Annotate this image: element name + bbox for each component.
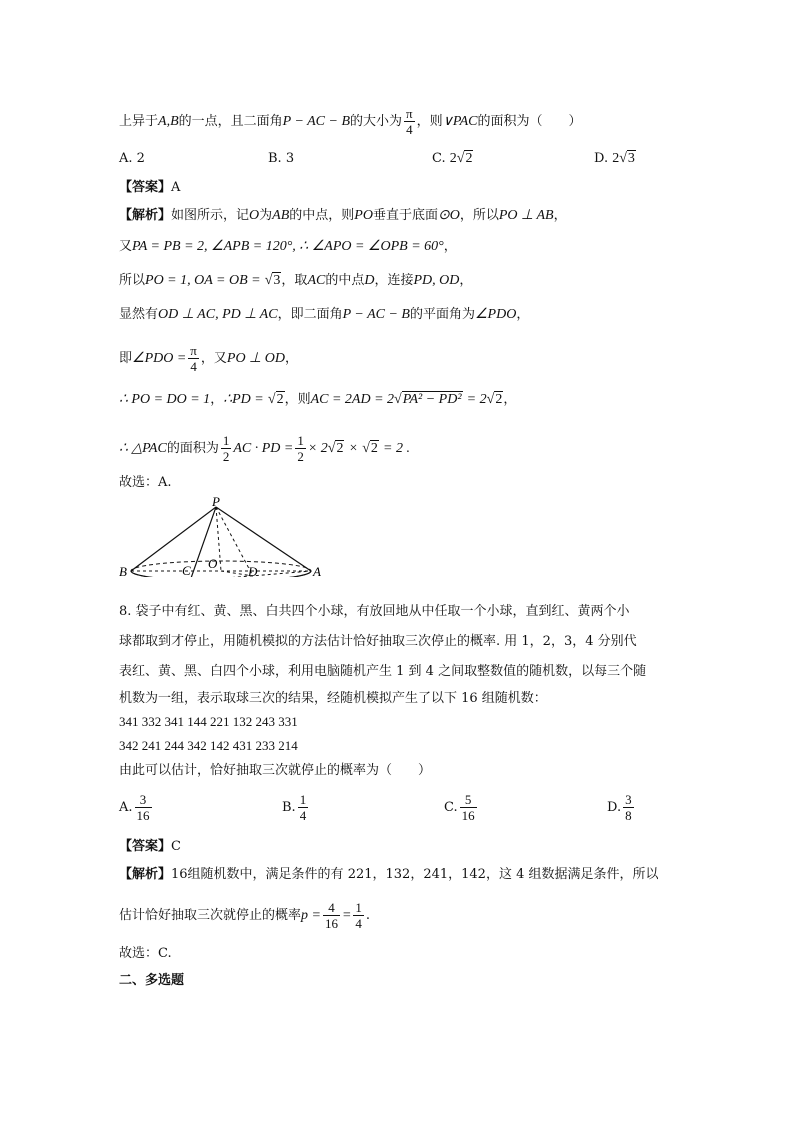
label-A: A bbox=[313, 564, 321, 577]
q8-option-c: C. $\frac{5}{16}$ bbox=[444, 792, 475, 823]
q8-line-1: 8. 袋子中有红、黄、黑、白共四个小球，有放回地从中任取一个小球，直到红、黄两个小 bbox=[119, 604, 630, 619]
q8-line-5: 由此可以估计，恰好抽取三次就停止的概率为（ ） bbox=[119, 763, 432, 778]
q8-option-a: A. $\frac{3}{16}$ bbox=[119, 792, 150, 823]
q7-option-a: A. 2 bbox=[119, 151, 145, 166]
edge-PA bbox=[216, 507, 311, 571]
label-B: B bbox=[119, 564, 127, 577]
cone-figure bbox=[115, 497, 325, 577]
q8-line-2: 球都取到才停止，用随机模拟的方法估计恰好抽取三次停止的概率. 用 1，2，3，4 分别代 bbox=[119, 634, 637, 649]
q8-analysis-line-1: 【解析】16组随机数中，满足条件的有 221，132，241，142，这 4 组数据满足条件，所以 bbox=[119, 867, 659, 882]
q7-analysis-line-6: ∴ PO = DO = 1，∴PD = √2，则AC = 2AD = 2√PA² − PD² = 2√2， bbox=[119, 392, 517, 407]
label-C: C bbox=[182, 563, 191, 577]
q7-option-b: B. 3 bbox=[268, 151, 295, 166]
q8-option-d: D. $\frac{3}{8}$ bbox=[607, 792, 632, 823]
q7-analysis-line-1: 【解析】如图所示，记O为AB的中点，则PO垂直于底面⊙O，所以PO ⊥ AB， bbox=[119, 208, 567, 223]
pi-over-4-fraction: $\frac{\pi}{4}$ bbox=[406, 106, 413, 137]
edge-PB bbox=[131, 507, 216, 571]
q7-analysis-line-3: 所以PO = 1, OA = OB = √3，取AC的中点D，连接PD, OD， bbox=[119, 273, 473, 288]
q7-conclusion: 故选：A. bbox=[119, 475, 172, 490]
label-O: O bbox=[208, 556, 218, 571]
section-title: 二、多选题 bbox=[119, 973, 185, 988]
q8-line-3: 表红、黄、黑、白四个小球，利用电脑随机产生 1 到 4 之间取整数值的随机数，以每三个随 bbox=[119, 664, 647, 679]
q7-option-d: D. 2√3 bbox=[594, 151, 635, 166]
q7-stem: 上异于A,B的一点，且二面角P − AC − B的大小为 $\frac{\pi}{4}$ ，则∨PAC的面积为（ ） bbox=[119, 106, 582, 137]
q7-answer: 【答案】A bbox=[119, 180, 181, 195]
q8-random-numbers-2: 342 241 244 342 142 431 233 214 bbox=[119, 738, 298, 753]
q7-analysis-line-7: ∴ △PAC的面积为 $\frac{1}{2}$ AC · PD = $\frac{1}{2}$ × 2√2 × √2 = 2 . bbox=[119, 433, 410, 464]
label-P: P bbox=[212, 497, 220, 509]
q7-analysis-line-4: 显然有OD ⊥ AC, PD ⊥ AC，即二面角P − AC − B的平面角为∠PDO， bbox=[119, 307, 530, 322]
q8-line-4: 机数为一组，表示取球三次的结果，经随机模拟产生了以下 16 组随机数： bbox=[119, 691, 547, 706]
q7-analysis-line-2: 又PA = PB = 2, ∠APB = 120°, ∴ ∠APO = ∠OPB = 60°， bbox=[119, 239, 457, 254]
q8-answer: 【答案】C bbox=[119, 839, 181, 854]
q8-conclusion: 故选：C. bbox=[119, 946, 172, 961]
label-D: D bbox=[248, 564, 258, 577]
q8-option-b: B. $\frac{1}{4}$ bbox=[282, 792, 307, 823]
q7-option-c: C. 2√2 bbox=[432, 151, 473, 166]
q8-random-numbers-1: 341 332 341 144 221 132 243 331 bbox=[119, 714, 298, 729]
cone-base-front bbox=[131, 571, 311, 577]
q8-analysis-line-2: 估计恰好抽取三次就停止的概率p = $\frac{4}{16}$ = $\frac{1}{4}$ . bbox=[119, 900, 371, 931]
q7-analysis-line-5: 即∠PDO = $\frac{\pi}{4}$ ，又PO ⊥ OD， bbox=[119, 343, 298, 374]
